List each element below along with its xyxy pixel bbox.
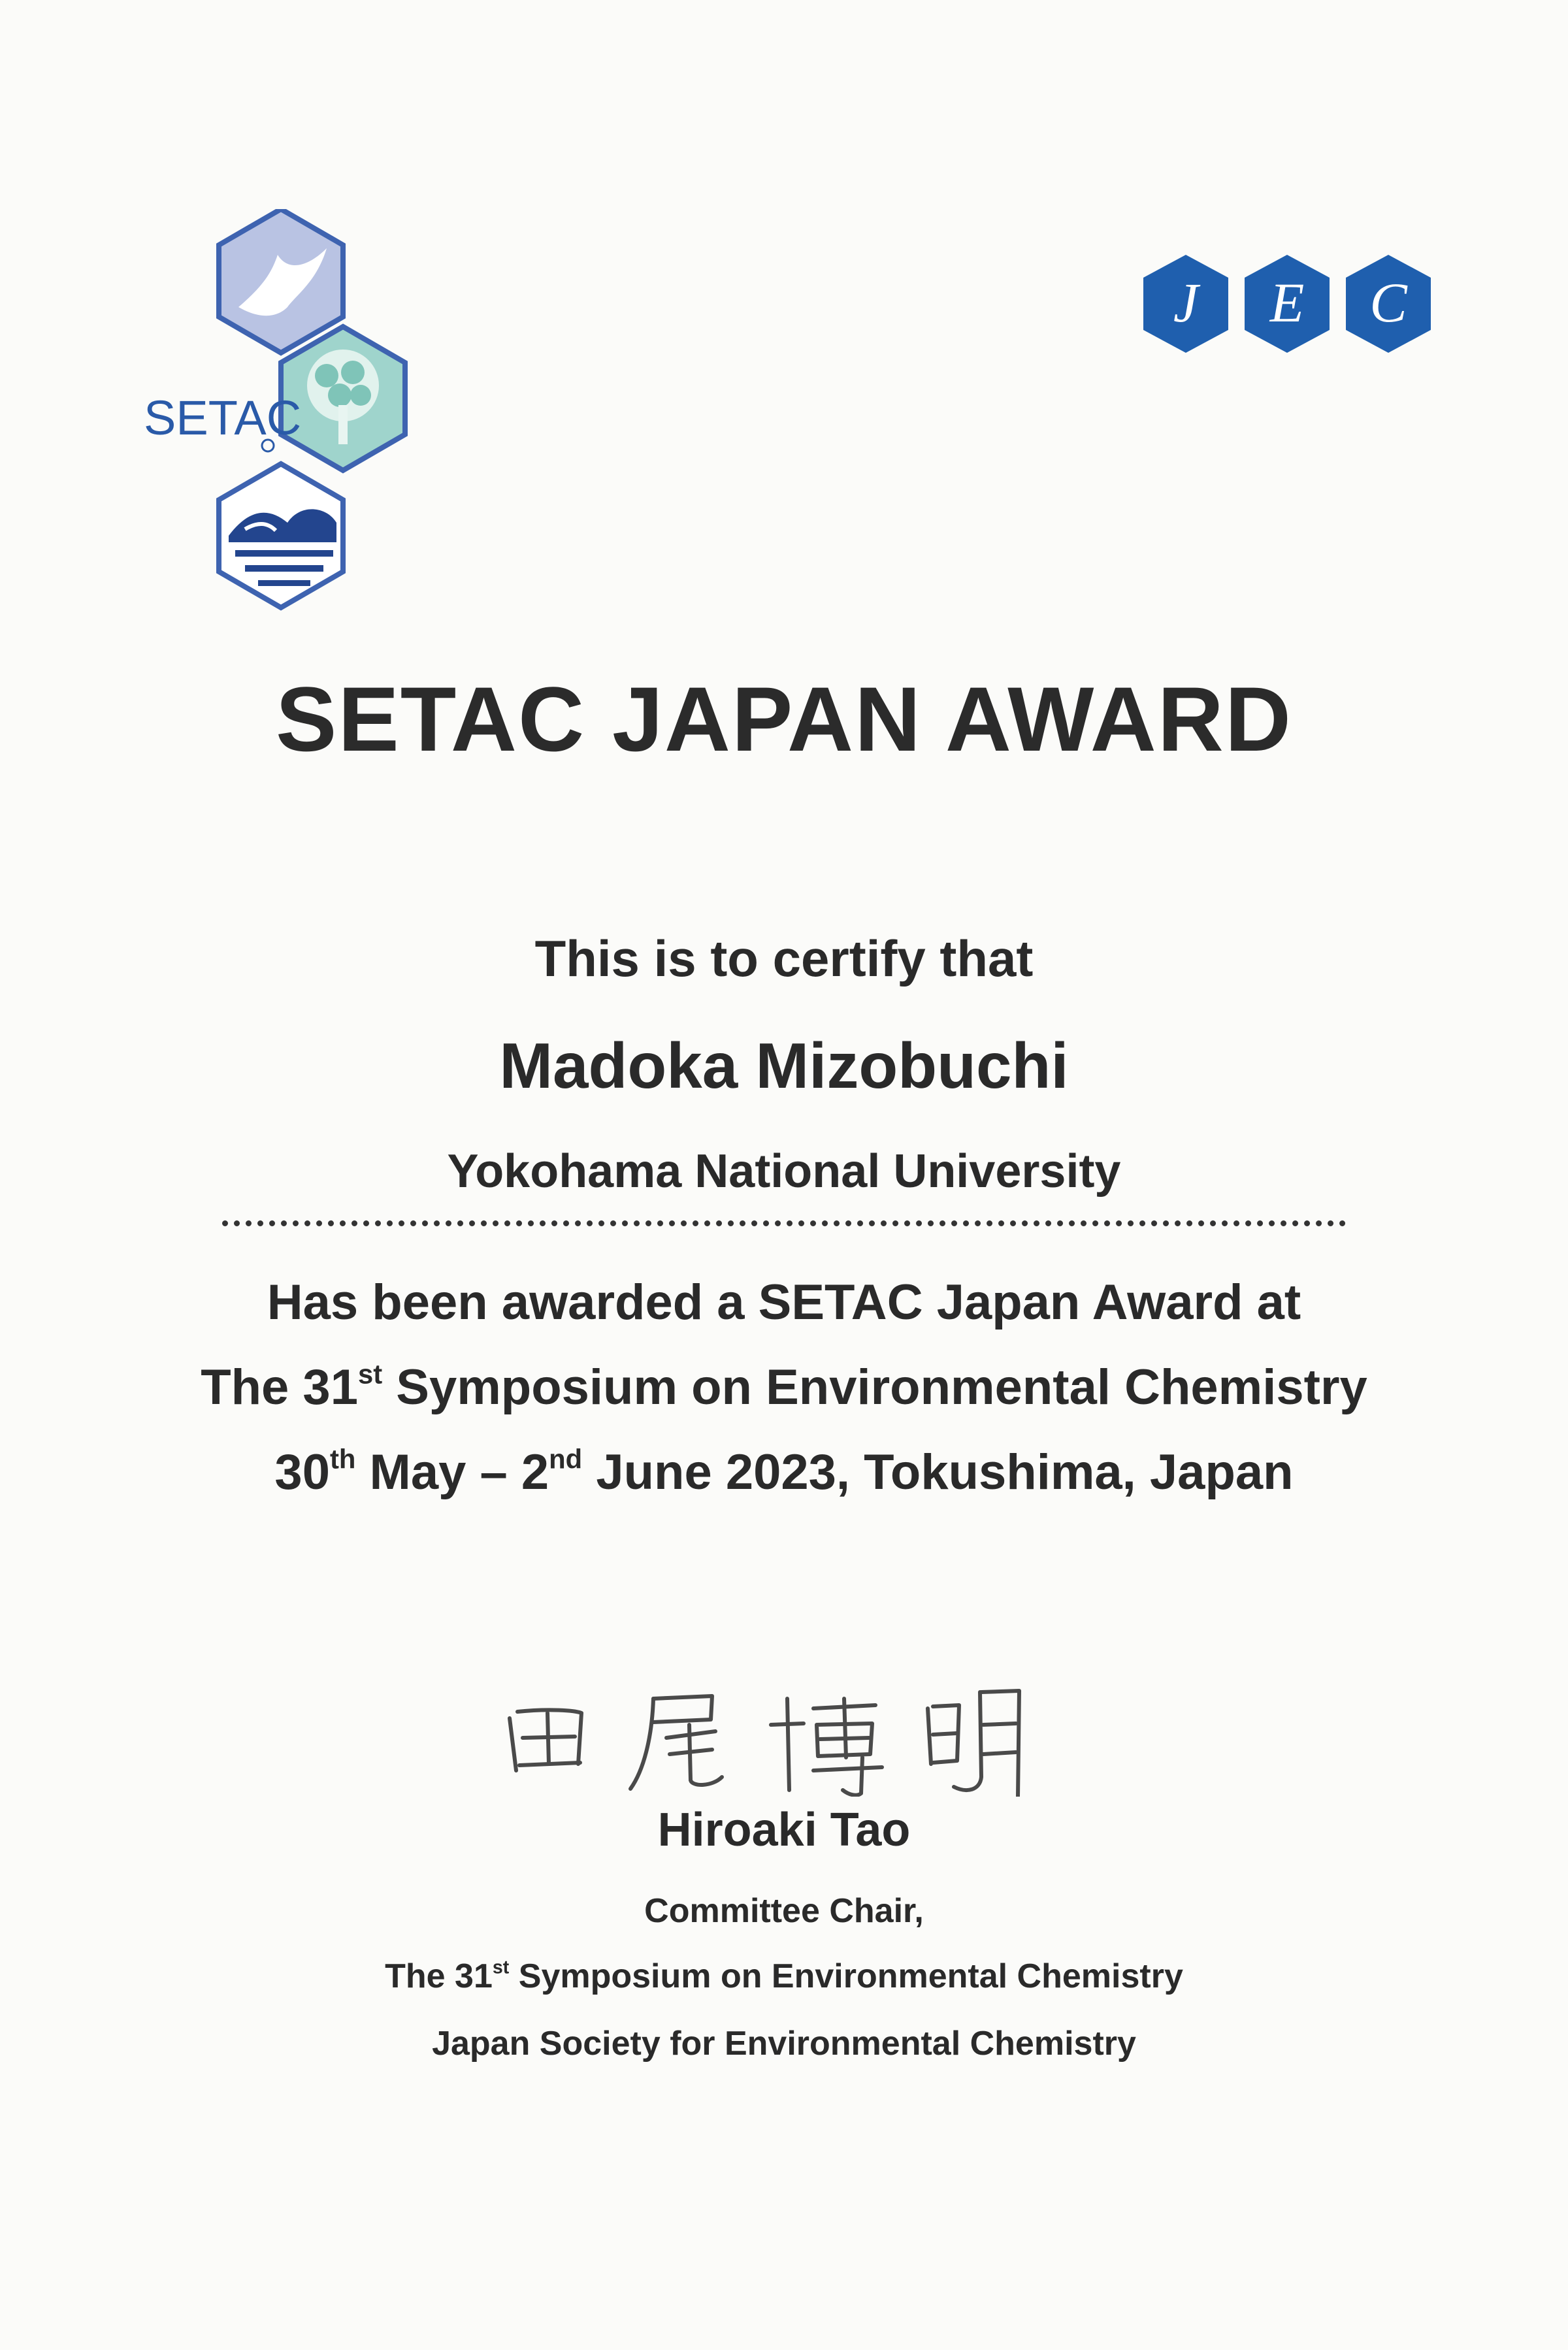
wave-hexagon — [219, 464, 343, 608]
date-start: 30 — [274, 1444, 330, 1500]
recipient-name: Madoka Mizobuchi — [499, 1030, 1069, 1102]
dates-line — [0, 1444, 1568, 1501]
jec-letter-e: E — [1269, 271, 1305, 334]
bird-hexagon — [219, 209, 343, 353]
date-rest: June 2023, Tokushima, Japan — [582, 1444, 1294, 1500]
symposium-ordinal: st — [357, 1358, 383, 1390]
signatory-symposium — [0, 1957, 1568, 1996]
date-middle: May – 2 — [355, 1444, 549, 1500]
jec-logo — [1137, 248, 1444, 366]
symposium-rest: Symposium on Environmental Chemistry — [382, 1360, 1367, 1415]
date-end-ordinal: nd — [549, 1443, 583, 1475]
setac-logo — [131, 209, 431, 640]
certify-line: This is to certify that — [534, 930, 1034, 987]
signatory-symposium-prefix: The 31 — [385, 1957, 493, 1995]
dotted-divider — [222, 1220, 1346, 1226]
symposium-line — [0, 1359, 1568, 1416]
signatory-society: Japan Society for Environmental Chemistry — [432, 2025, 1136, 2063]
recipient-affiliation: Yokohama National University — [447, 1145, 1121, 1198]
symposium-prefix: The 31 — [201, 1360, 358, 1415]
setac-logo-text: SETAC — [144, 391, 302, 445]
signatory-symposium-ordinal: st — [492, 1957, 510, 1978]
award-statement: Has been awarded a SETAC Japan Award at — [267, 1275, 1301, 1330]
handwritten-signature — [497, 1673, 1085, 1797]
jec-letter-c: C — [1369, 271, 1407, 334]
date-start-ordinal: th — [329, 1443, 356, 1475]
jec-letter-j: J — [1173, 271, 1199, 334]
signatory-name: Hiroaki Tao — [657, 1804, 911, 1856]
signatory-symposium-rest: Symposium on Environmental Chemistry — [509, 1957, 1183, 1995]
award-title: SETAC JAPAN AWARD — [276, 668, 1292, 770]
signatory-role: Committee Chair, — [644, 1892, 924, 1930]
